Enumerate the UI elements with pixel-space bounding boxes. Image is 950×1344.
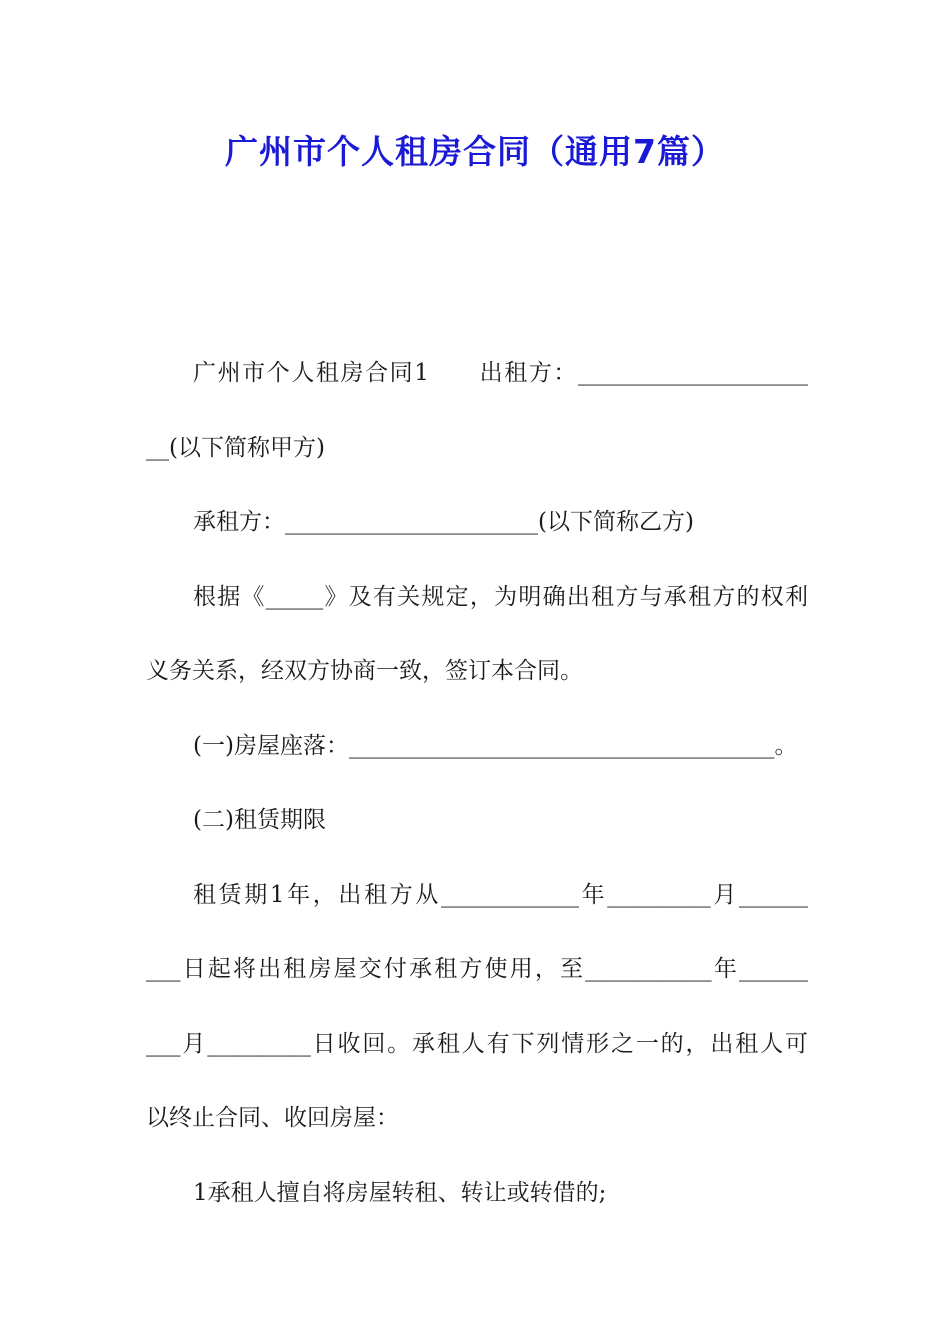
paragraph-line: 租赁期1年，出租方从____________年_________月______: [193, 881, 808, 908]
paragraph-line: (一)房屋座落：_____________________________________。: [193, 732, 798, 759]
paragraph-line: ___日起将出租房屋交付承租方使用，至___________年______: [146, 956, 808, 982]
paragraph-line: ___月_________日收回。承租人有下列情形之一的，出租人可: [146, 1030, 808, 1057]
paragraph-line: 以终止合同、收回房屋：: [146, 1105, 399, 1131]
document-body: [146, 336, 808, 1230]
document-title: 广州市个人租房合同（通用7篇）: [225, 132, 725, 171]
paragraph-line: (二)租赁期限: [193, 807, 326, 833]
paragraph-line: __(以下简称甲方): [146, 434, 325, 461]
paragraph-line: 广州市个人租房合同1 出租方：____________________: [193, 360, 808, 386]
paragraph-line: 承租方：______________________(以下简称乙方): [193, 509, 694, 535]
paragraph-line: 1承租人擅自将房屋转租、转让或转借的;: [193, 1179, 607, 1206]
paragraph-line: 义务关系，经双方协商一致，签订本合同。: [146, 658, 583, 684]
paragraph-line: 根据《_____》及有关规定，为明确出租方与承租方的权利: [193, 583, 808, 610]
